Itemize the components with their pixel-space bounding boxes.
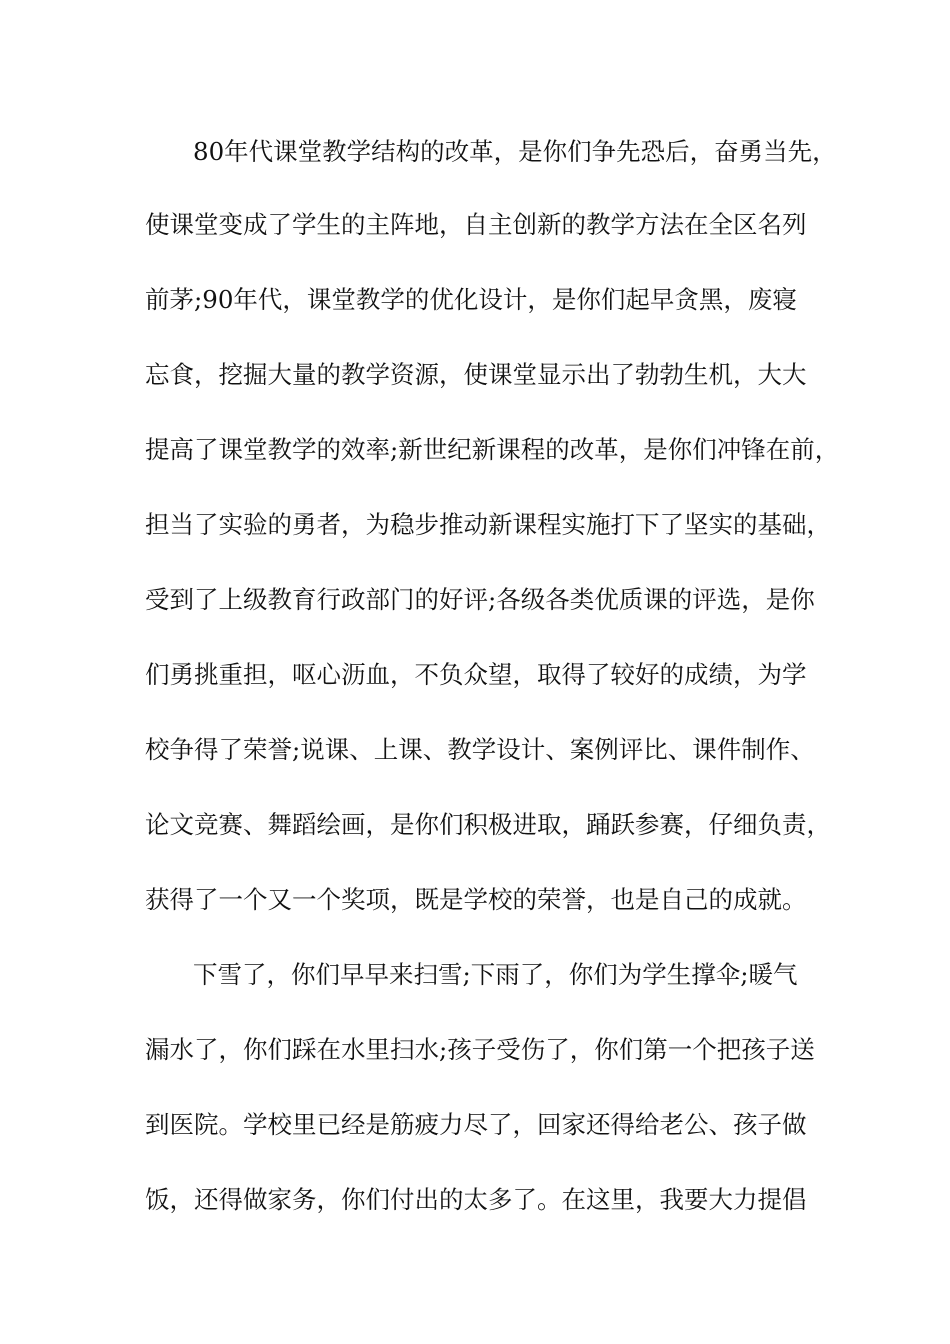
paragraph-2-line-4: 饭，还得做家务，你们付出的太多了。在这里，我要大力提倡 <box>145 1185 807 1214</box>
paragraph-1-line-6: 担当了实验的勇者，为稳步推动新课程实施打下了坚实的基础， <box>145 510 831 539</box>
paragraph-1-line-3: 前茅;90年代，课堂教学的优化设计，是你们起早贪黑，废寝 <box>145 285 797 314</box>
paragraph-2-line-1: 下雪了，你们早早来扫雪;下雨了，你们为学生撑伞;暖气 <box>193 960 798 989</box>
paragraph-1-line-1: 80年代课堂教学结构的改革，是你们争先恐后，奋勇当先， <box>193 137 837 166</box>
paragraph-1-line-2: 使课堂变成了学生的主阵地，自主创新的教学方法在全区名列 <box>145 210 807 239</box>
paragraph-1-line-5: 提高了课堂教学的效率;新世纪新课程的改革，是你们冲锋在前， <box>145 435 840 464</box>
paragraph-2-line-2: 漏水了，你们踩在水里扫水;孩子受伤了，你们第一个把孩子送 <box>145 1035 815 1064</box>
paragraph-2-line-3: 到医院。学校里已经是筋疲力尽了，回家还得给老公、孩子做 <box>145 1110 807 1139</box>
paragraph-1-line-10: 论文竞赛、舞蹈绘画，是你们积极进取，踊跃参赛，仔细负责， <box>145 810 831 839</box>
paragraph-1-line-9: 校争得了荣誉;说课、上课、教学设计、案例评比、课件制作、 <box>145 735 815 764</box>
paragraph-1-line-7: 受到了上级教育行政部门的好评;各级各类优质课的评选，是你 <box>145 585 815 614</box>
paragraph-1-line-8: 们勇挑重担，呕心沥血，不负众望，取得了较好的成绩，为学 <box>145 660 807 689</box>
paragraph-1-line-4: 忘食，挖掘大量的教学资源，使课堂显示出了勃勃生机，大大 <box>145 360 807 389</box>
paragraph-1-line-11: 获得了一个又一个奖项，既是学校的荣誉，也是自己的成就。 <box>145 885 807 914</box>
